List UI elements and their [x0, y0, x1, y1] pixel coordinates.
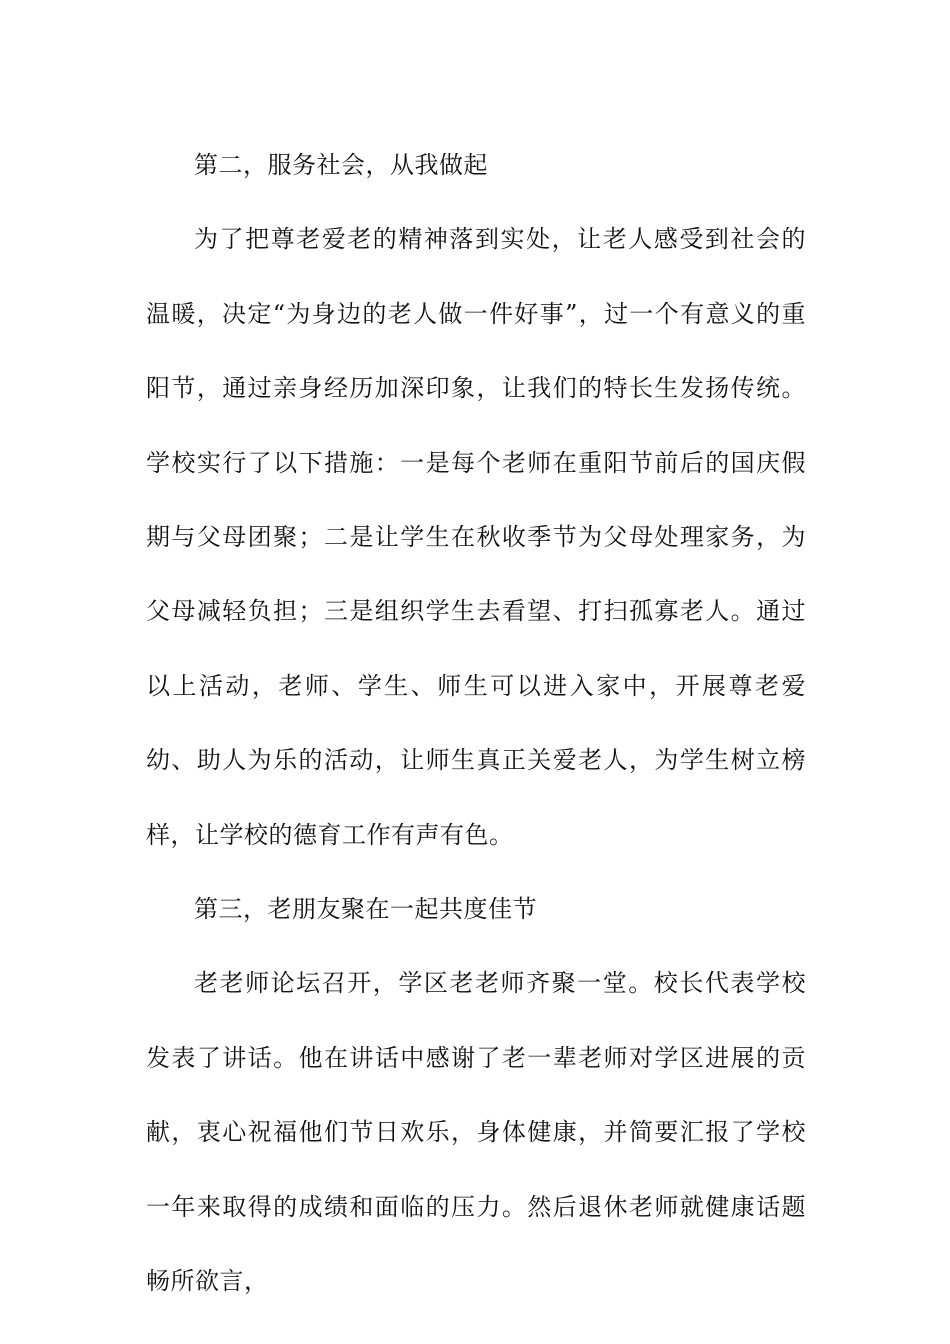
section-heading-three: 第三，老朋友聚在一起共度佳节 [194, 895, 537, 924]
document-body [146, 128, 806, 1319]
section-heading-two: 第二，服务社会，从我做起 [194, 151, 488, 179]
paragraph-old-friends: 老老师论坛召开，学区老老师齐聚一堂。校长代表学校发表了讲话。他在讲话中感谢了老一辈老师对学区进展的贡献，衷心祝福他们节日欢乐，身体健康，并简要汇报了学校一年来取得的成绩和面临的压力。然后退休老师就健康话题畅所欲言， [146, 969, 806, 1296]
paragraph-service-society: 为了把尊老爱老的精神落到实处，让老人感受到社会的温暖，决定“为身边的老人做一件好事”，过一个有意义的重阳节，通过亲身经历加深印象，让我们的特长生发扬传统。学校实行了以下措施：一是每个老师在重阳节前后的国庆假期与父母团聚；二是让学生在秋收季节为父母处理家务，为父母减轻负担；三是组织学生去看望、打扫孤寡老人。通过以上活动，老师、学生、师生可以进入家中，开展尊老爱幼、助人为乐的活动，让师生真正关爱老人，为学生树立榜样，让学校的德育工作有声有色。 [146, 225, 806, 849]
